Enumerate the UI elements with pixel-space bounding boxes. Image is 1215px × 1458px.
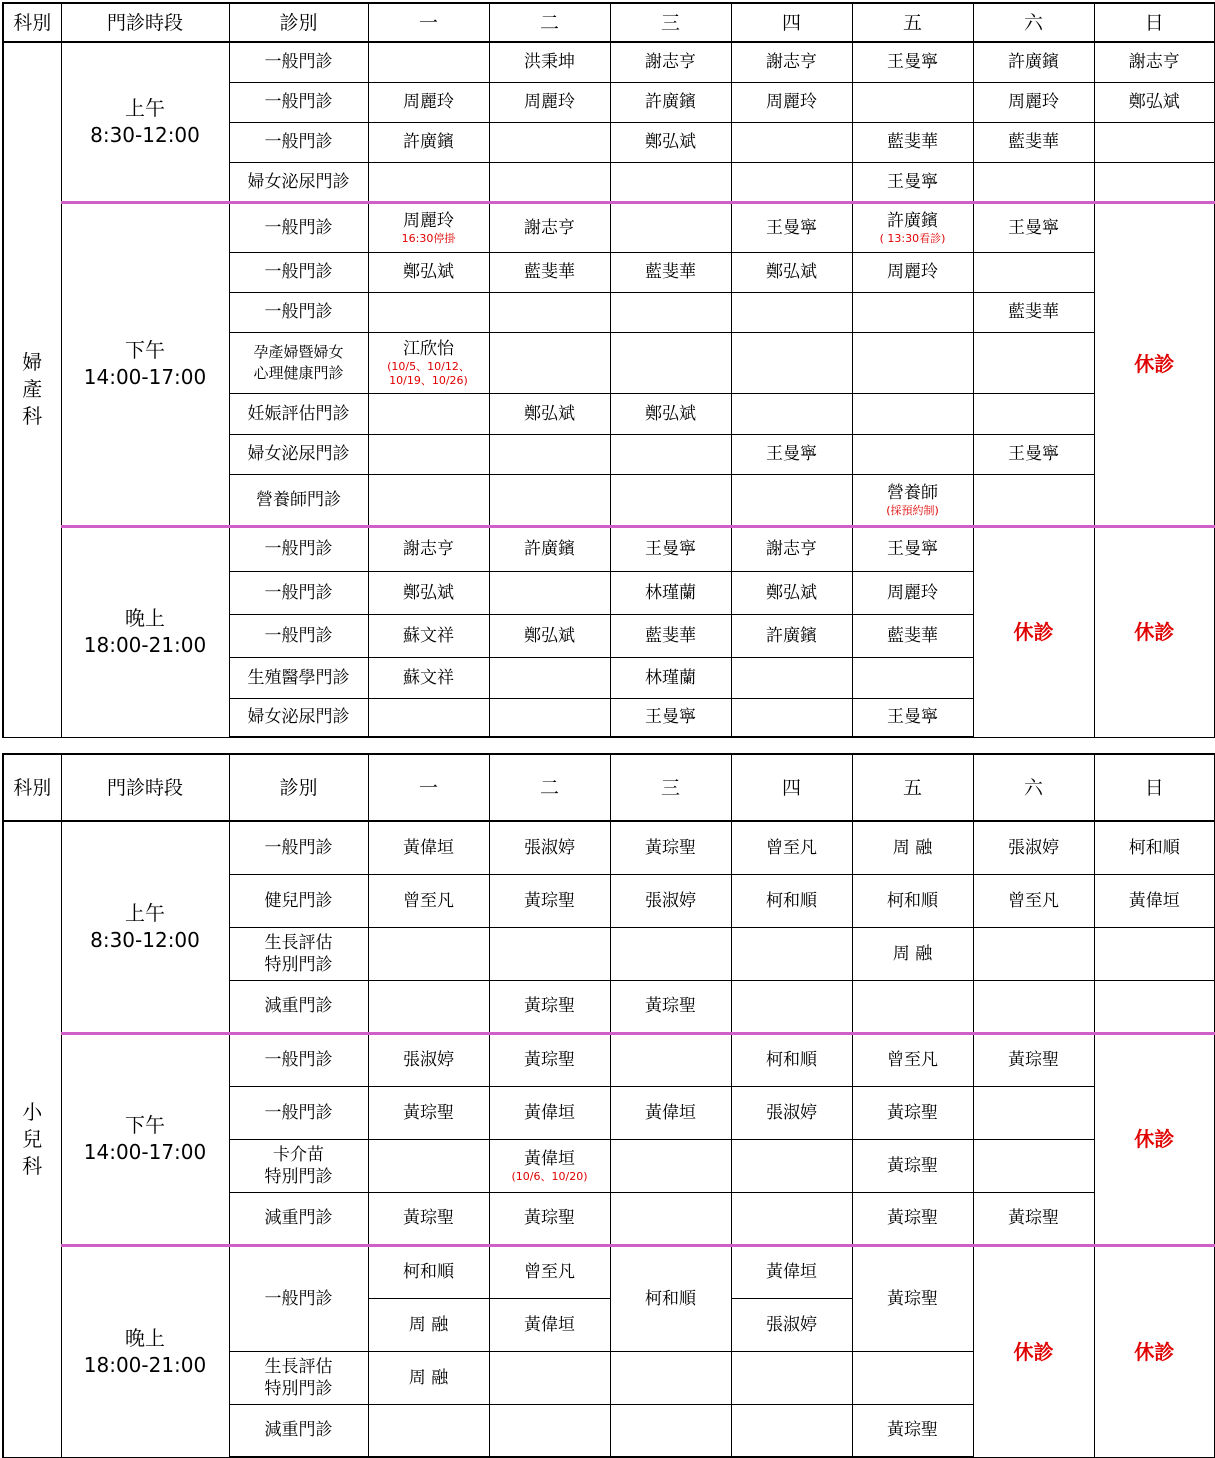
doctor-cell <box>852 332 973 393</box>
clinic-name: 一般門診 <box>229 571 368 614</box>
header-mon: 一 <box>368 3 489 42</box>
period-evening: 晚上 18:00-21:00 <box>61 1245 229 1457</box>
period-evening: 晚上 18:00-21:00 <box>61 526 229 737</box>
doctor-name: 周麗玲 <box>403 210 454 231</box>
doctor-cell: 黃琮聖 <box>852 1192 973 1245</box>
schedule-note: 16:30停掛 <box>401 231 456 245</box>
doctor-cell: 許廣鑌 <box>368 122 489 162</box>
doctor-cell <box>489 162 610 202</box>
doctor-cell: 藍斐華 <box>973 292 1094 332</box>
doctor-cell <box>731 1192 852 1245</box>
doctor-cell <box>489 1351 610 1404</box>
doctor-cell <box>368 698 489 737</box>
doctor-cell <box>731 292 852 332</box>
doctor-cell <box>852 1351 973 1404</box>
doctor-cell: 鄭弘斌 <box>368 571 489 614</box>
clinic-name: 一般門診 <box>229 292 368 332</box>
doctor-cell: 許廣鑌 <box>731 614 852 657</box>
doctor-cell: 藍斐華 <box>973 122 1094 162</box>
clinic-name: 一般門診 <box>229 1086 368 1139</box>
doctor-cell: 黃偉垣 <box>1094 874 1215 927</box>
doctor-cell: 王曼寧 <box>852 42 973 82</box>
doctor-cell: 周麗玲 <box>368 82 489 122</box>
schedule-note: (10/5、10/12、 10/19、10/26) <box>387 359 470 387</box>
doctor-cell <box>852 82 973 122</box>
doctor-cell <box>368 393 489 434</box>
doctor-cell <box>610 474 731 526</box>
doctor-cell <box>973 252 1094 292</box>
doctor-cell <box>368 1139 489 1192</box>
doctor-cell: 柯和順 <box>852 874 973 927</box>
doctor-cell: 柯和順 <box>1094 821 1215 874</box>
doctor-cell: 柯和順 <box>731 874 852 927</box>
doctor-cell: 黃琮聖 <box>489 1033 610 1086</box>
doctor-cell <box>368 927 489 980</box>
doctor-cell <box>731 1139 852 1192</box>
doctor-cell <box>368 434 489 474</box>
doctor-cell <box>852 657 973 698</box>
header-thu: 四 <box>731 754 852 821</box>
doctor-cell: 張淑婷 <box>731 1298 852 1351</box>
header-wed: 三 <box>610 3 731 42</box>
closed-label: 休診 <box>973 526 1094 737</box>
header-period: 門診時段 <box>61 754 229 821</box>
doctor-cell: 王曼寧 <box>731 202 852 252</box>
header-dept: 科別 <box>3 754 61 821</box>
doctor-cell: 黃琮聖 <box>973 1033 1094 1086</box>
doctor-cell <box>973 1086 1094 1139</box>
doctor-cell: 曾至凡 <box>852 1033 973 1086</box>
header-tue: 二 <box>489 3 610 42</box>
clinic-name: 孕產婦暨婦女 心理健康門診 <box>229 332 368 393</box>
doctor-cell: 鄭弘斌 <box>1094 82 1215 122</box>
doctor-cell: 王曼寧 <box>973 202 1094 252</box>
doctor-cell <box>1094 980 1215 1033</box>
doctor-cell: 鄭弘斌 <box>368 252 489 292</box>
doctor-cell <box>489 657 610 698</box>
doctor-cell: 黃琮聖 <box>852 1139 973 1192</box>
doctor-cell: 黃琮聖 <box>489 1192 610 1245</box>
pediatrics-schedule-table <box>2 753 1215 1458</box>
doctor-name: 營養師 <box>887 482 938 503</box>
clinic-name: 生長評估 特別門診 <box>229 927 368 980</box>
doctor-cell: 藍斐華 <box>852 122 973 162</box>
clinic-name: 生殖醫學門診 <box>229 657 368 698</box>
doctor-cell: 許廣鑌 <box>973 42 1094 82</box>
header-mon: 一 <box>368 754 489 821</box>
header-clinic: 診別 <box>229 3 368 42</box>
doctor-cell <box>731 332 852 393</box>
doctor-cell: 鄭弘斌 <box>489 393 610 434</box>
header-wed: 三 <box>610 754 731 821</box>
doctor-name: 許廣鑌 <box>887 210 938 231</box>
doctor-cell <box>852 434 973 474</box>
clinic-name: 一般門診 <box>229 252 368 292</box>
doctor-cell <box>852 474 973 526</box>
doctor-cell <box>489 698 610 737</box>
clinic-name: 一般門診 <box>229 1245 368 1351</box>
doctor-cell: 黃琮聖 <box>368 1086 489 1139</box>
doctor-cell <box>368 980 489 1033</box>
doctor-cell <box>610 1033 731 1086</box>
closed-label: 休診 <box>973 1245 1094 1457</box>
header-sun: 日 <box>1094 754 1215 821</box>
doctor-cell <box>489 122 610 162</box>
doctor-cell <box>610 434 731 474</box>
doctor-cell: 黃琮聖 <box>368 1192 489 1245</box>
doctor-cell <box>368 162 489 202</box>
doctor-cell <box>731 657 852 698</box>
clinic-name: 一般門診 <box>229 614 368 657</box>
doctor-cell <box>731 980 852 1033</box>
doctor-cell <box>852 202 973 252</box>
doctor-cell: 黃琮聖 <box>489 874 610 927</box>
header-tue: 二 <box>489 754 610 821</box>
doctor-cell: 黃琮聖 <box>852 1404 973 1457</box>
closed-label: 休診 <box>1094 202 1215 526</box>
schedule-note: (10/6、10/20) <box>511 1169 588 1183</box>
doctor-cell: 謝志亨 <box>489 202 610 252</box>
doctor-cell: 洪秉坤 <box>489 42 610 82</box>
doctor-cell <box>489 571 610 614</box>
clinic-name: 一般門診 <box>229 122 368 162</box>
doctor-cell: 黃琮聖 <box>610 980 731 1033</box>
doctor-cell: 王曼寧 <box>852 698 973 737</box>
doctor-cell <box>731 698 852 737</box>
clinic-name: 一般門診 <box>229 42 368 82</box>
clinic-name: 一般門診 <box>229 526 368 571</box>
header-thu: 四 <box>731 3 852 42</box>
doctor-cell: 柯和順 <box>368 1245 489 1298</box>
doctor-cell <box>610 1192 731 1245</box>
doctor-cell <box>368 332 489 393</box>
doctor-cell: 周麗玲 <box>731 82 852 122</box>
doctor-cell: 周 融 <box>368 1351 489 1404</box>
doctor-cell: 曾至凡 <box>731 821 852 874</box>
doctor-cell <box>368 474 489 526</box>
doctor-cell: 許廣鑌 <box>489 526 610 571</box>
doctor-cell: 周 融 <box>852 821 973 874</box>
doctor-cell <box>489 927 610 980</box>
doctor-cell <box>368 202 489 252</box>
doctor-cell <box>368 292 489 332</box>
doctor-cell <box>731 122 852 162</box>
doctor-cell: 林瑾蘭 <box>610 571 731 614</box>
doctor-cell: 鄭弘斌 <box>610 122 731 162</box>
header-sat: 六 <box>973 3 1094 42</box>
doctor-cell <box>852 292 973 332</box>
doctor-cell <box>489 1139 610 1192</box>
doctor-cell: 黃琮聖 <box>852 1245 973 1351</box>
clinic-name: 減重門診 <box>229 1192 368 1245</box>
doctor-cell: 鄭弘斌 <box>731 571 852 614</box>
closed-label: 休診 <box>1094 1245 1215 1457</box>
doctor-cell <box>610 332 731 393</box>
doctor-cell: 王曼寧 <box>610 526 731 571</box>
period-afternoon: 下午 14:00-17:00 <box>61 1033 229 1245</box>
doctor-cell: 黃偉垣 <box>610 1086 731 1139</box>
doctor-cell: 周 融 <box>368 1298 489 1351</box>
doctor-cell: 蘇文祥 <box>368 657 489 698</box>
header-sun: 日 <box>1094 3 1215 42</box>
doctor-cell: 鄭弘斌 <box>610 393 731 434</box>
doctor-cell: 周麗玲 <box>852 571 973 614</box>
doctor-cell <box>368 42 489 82</box>
doctor-cell: 張淑婷 <box>973 821 1094 874</box>
doctor-cell: 王曼寧 <box>852 162 973 202</box>
doctor-cell: 謝志亨 <box>1094 42 1215 82</box>
doctor-cell: 謝志亨 <box>368 526 489 571</box>
doctor-cell: 王曼寧 <box>852 526 973 571</box>
doctor-cell: 王曼寧 <box>731 434 852 474</box>
doctor-cell <box>973 1139 1094 1192</box>
dept-obgyn: 婦 產 科 <box>3 42 61 737</box>
doctor-cell: 周 融 <box>852 927 973 980</box>
doctor-cell: 王曼寧 <box>610 698 731 737</box>
schedule-note: ( 13:30看診) <box>879 231 946 245</box>
doctor-cell: 謝志亨 <box>731 42 852 82</box>
doctor-cell <box>610 162 731 202</box>
clinic-name: 卡介苗 特別門診 <box>229 1139 368 1192</box>
doctor-cell: 張淑婷 <box>368 1033 489 1086</box>
clinic-name: 一般門診 <box>229 821 368 874</box>
doctor-cell <box>973 980 1094 1033</box>
doctor-cell: 曾至凡 <box>368 874 489 927</box>
clinic-name: 減重門診 <box>229 1404 368 1457</box>
period-morning: 上午 8:30-12:00 <box>61 821 229 1033</box>
doctor-cell: 張淑婷 <box>489 821 610 874</box>
doctor-cell: 柯和順 <box>610 1245 731 1351</box>
doctor-cell: 張淑婷 <box>610 874 731 927</box>
header-dept: 科別 <box>3 3 61 42</box>
doctor-name: 黃偉垣 <box>524 1148 575 1169</box>
doctor-cell <box>731 162 852 202</box>
clinic-name: 一般門診 <box>229 82 368 122</box>
doctor-cell <box>1094 927 1215 980</box>
doctor-cell <box>973 332 1094 393</box>
doctor-cell <box>610 202 731 252</box>
clinic-name: 一般門診 <box>229 1033 368 1086</box>
doctor-cell: 周麗玲 <box>489 82 610 122</box>
doctor-cell: 黃偉垣 <box>489 1086 610 1139</box>
clinic-name: 減重門診 <box>229 980 368 1033</box>
doctor-cell <box>731 1404 852 1457</box>
doctor-cell: 許廣鑌 <box>610 82 731 122</box>
doctor-name: 江欣怡 <box>403 338 454 359</box>
doctor-cell: 鄭弘斌 <box>489 614 610 657</box>
doctor-cell <box>610 292 731 332</box>
clinic-name: 生長評估 特別門診 <box>229 1351 368 1404</box>
doctor-cell: 周麗玲 <box>973 82 1094 122</box>
closed-label: 休診 <box>1094 526 1215 737</box>
doctor-cell <box>610 1139 731 1192</box>
header-sat: 六 <box>973 754 1094 821</box>
clinic-name: 妊娠評估門診 <box>229 393 368 434</box>
doctor-cell <box>368 1404 489 1457</box>
doctor-cell: 謝志亨 <box>610 42 731 82</box>
doctor-cell <box>610 927 731 980</box>
doctor-cell <box>610 1404 731 1457</box>
doctor-cell: 黃偉垣 <box>368 821 489 874</box>
doctor-cell: 藍斐華 <box>610 614 731 657</box>
doctor-cell: 蘇文祥 <box>368 614 489 657</box>
doctor-cell: 黃琮聖 <box>852 1086 973 1139</box>
doctor-cell: 王曼寧 <box>973 434 1094 474</box>
doctor-cell: 周麗玲 <box>852 252 973 292</box>
doctor-cell <box>489 434 610 474</box>
schedule-note: (採預約制) <box>886 503 939 517</box>
doctor-cell: 黃琮聖 <box>489 980 610 1033</box>
doctor-cell <box>973 393 1094 434</box>
doctor-cell <box>1094 122 1215 162</box>
doctor-cell: 林瑾蘭 <box>610 657 731 698</box>
clinic-name: 婦女泌尿門診 <box>229 698 368 737</box>
doctor-cell <box>731 927 852 980</box>
clinic-name: 一般門診 <box>229 202 368 252</box>
doctor-cell <box>1094 162 1215 202</box>
doctor-cell: 曾至凡 <box>973 874 1094 927</box>
doctor-cell: 謝志亨 <box>731 526 852 571</box>
clinic-name: 健兒門診 <box>229 874 368 927</box>
doctor-cell: 藍斐華 <box>489 252 610 292</box>
doctor-cell <box>731 474 852 526</box>
doctor-cell: 鄭弘斌 <box>731 252 852 292</box>
doctor-cell: 黃琮聖 <box>973 1192 1094 1245</box>
header-fri: 五 <box>852 3 973 42</box>
doctor-cell: 柯和順 <box>731 1033 852 1086</box>
clinic-name: 營養師門診 <box>229 474 368 526</box>
doctor-cell <box>610 1351 731 1404</box>
clinic-name: 婦女泌尿門診 <box>229 434 368 474</box>
doctor-cell <box>852 980 973 1033</box>
doctor-cell <box>489 1404 610 1457</box>
doctor-cell <box>489 474 610 526</box>
dept-pediatrics: 小 兒 科 <box>3 821 61 1457</box>
doctor-cell: 藍斐華 <box>852 614 973 657</box>
doctor-cell <box>852 393 973 434</box>
header-clinic: 診別 <box>229 754 368 821</box>
obgyn-schedule-table <box>2 2 1215 738</box>
doctor-cell: 黃偉垣 <box>731 1245 852 1298</box>
doctor-cell: 張淑婷 <box>731 1086 852 1139</box>
doctor-cell <box>973 474 1094 526</box>
doctor-cell <box>973 927 1094 980</box>
clinic-name: 婦女泌尿門診 <box>229 162 368 202</box>
doctor-cell: 藍斐華 <box>610 252 731 292</box>
doctor-cell: 黃琮聖 <box>610 821 731 874</box>
doctor-cell <box>731 1351 852 1404</box>
period-afternoon: 下午 14:00-17:00 <box>61 202 229 526</box>
doctor-cell: 曾至凡 <box>489 1245 610 1298</box>
doctor-cell: 黃偉垣 <box>489 1298 610 1351</box>
header-fri: 五 <box>852 754 973 821</box>
closed-label: 休診 <box>1094 1033 1215 1245</box>
doctor-cell <box>489 332 610 393</box>
doctor-cell <box>731 393 852 434</box>
period-morning: 上午 8:30-12:00 <box>61 42 229 202</box>
doctor-cell <box>489 292 610 332</box>
header-period: 門診時段 <box>61 3 229 42</box>
doctor-cell <box>973 162 1094 202</box>
